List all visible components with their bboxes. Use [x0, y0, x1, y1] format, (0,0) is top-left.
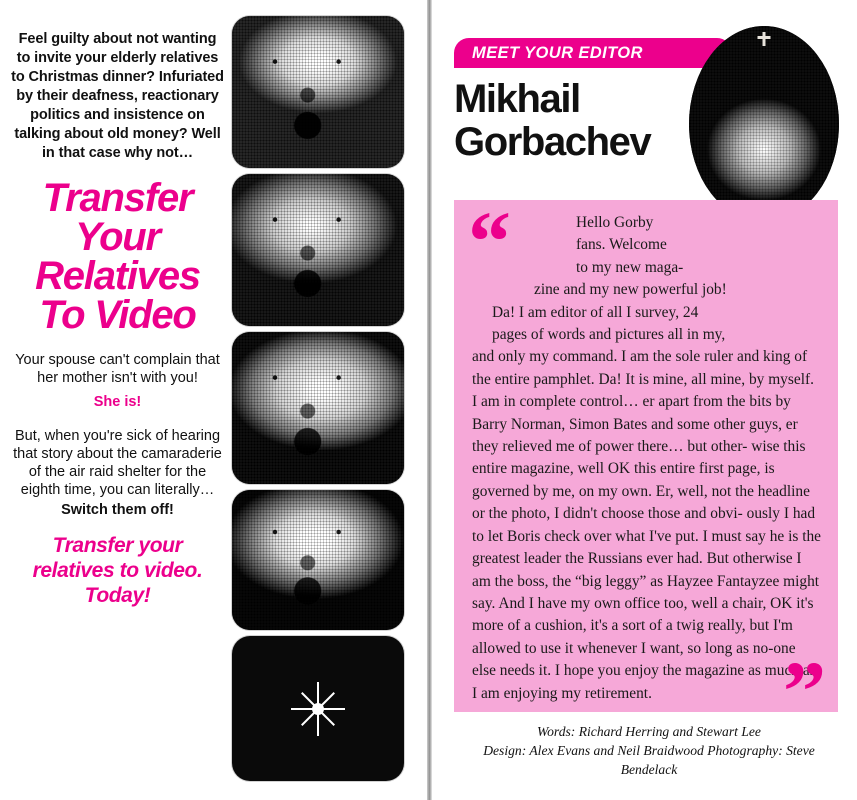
- credits-words: [454, 722, 844, 741]
- left-page: [0, 0, 428, 800]
- quote-line: the entire pamphlet. Da! It is mine, all mine, by: [472, 370, 765, 388]
- quote-line: sort of a twig really, but I'm allowed to use it whenever: [472, 617, 793, 657]
- crown-cross-icon: [763, 32, 766, 46]
- photo-elderly-4: [232, 490, 404, 630]
- quote-line: pages of words and pictures all in my,: [492, 326, 726, 344]
- credits-design: [454, 741, 844, 779]
- left-text-column: [10, 30, 225, 608]
- quote-line: myself. I am in complete control… er apart from the: [472, 370, 814, 411]
- right-page: [432, 0, 857, 800]
- credits-words-text: Words: Richard Herring and Stewart Lee: [537, 724, 761, 739]
- quote-close-mark: ”: [783, 643, 826, 739]
- sub-paragraph-1: Your spouse can't complain that her mother isn't with you!: [15, 352, 220, 386]
- quote-line: zine and my new powerful job!: [534, 281, 727, 299]
- quote-line: I want, so long as no-one else needs it. I: [472, 639, 796, 680]
- intro-paragraph: Feel guilty about not wanting to invite your elderly relatives to Christmas dinner? Infuriated by their deafness, reactionary politics and insistence on talking about old money? Well in that case why not…: [11, 31, 224, 161]
- starburst-icon: [288, 679, 348, 739]
- quote-line: guys, er they relieved me of power there… but other-: [472, 415, 798, 456]
- editor-quote-text: [472, 212, 822, 705]
- quote-line: and only my command. I am the sole ruler and king of: [472, 348, 808, 366]
- quote-line: headline or the photo, I didn't choose those and obvi-: [472, 482, 810, 523]
- quote-line: bits by Barry Norman, Simon Bates and some other: [472, 393, 791, 433]
- sub-paragraph-2: But, when you're sick of hearing that story about the camaraderie of the air raid shelter for the eighth time, you can literally…: [13, 428, 222, 498]
- editor-portrait: [689, 26, 839, 222]
- crown-cross-bar-icon: [758, 36, 771, 39]
- photo-elderly-2: [232, 174, 404, 326]
- credits-block: [454, 722, 844, 779]
- banner-label: MEET YOUR EDITOR: [472, 43, 643, 62]
- quote-line: Hello Gorby: [576, 214, 654, 231]
- quote-line: wise this entire magazine, well OK this entire first: [472, 438, 806, 478]
- quote-line: I am enjoying my retirement.: [472, 684, 652, 702]
- quote-line: Da! I am editor of all I survey, 24: [492, 303, 699, 321]
- sub-bold-1: She is!: [93, 394, 142, 410]
- article-headline: Transfer Your Relatives To Video: [35, 176, 200, 337]
- quote-line: ously I had to let Boris check over what I've put. I must: [472, 505, 816, 545]
- quote-line: say he is the greatest leader the Russians ever had.: [472, 527, 821, 568]
- quote-line: But otherwise I am the boss, the “big leggy” as: [472, 550, 802, 590]
- quote-line: to my new maga-: [576, 258, 684, 276]
- photo-elderly-3: [232, 332, 404, 484]
- quote-line: office too, well a chair, OK it's more of a cushion, it's a: [472, 594, 814, 635]
- quote-open-mark: “: [468, 193, 511, 289]
- closing-slogan: Transfer your relatives to video. Today!: [32, 534, 203, 607]
- quote-line: page, is governed by me, on my own. Er, well, not the: [472, 460, 775, 500]
- quote-line: fans. Welcome: [576, 236, 667, 254]
- sub-bold-2: Switch them off!: [61, 502, 174, 518]
- photo-elderly-1: [232, 16, 404, 168]
- credits-design-text: Design: Alex Evans and Neil Braidwood Photography: Steve Bendelack: [483, 743, 815, 777]
- quote-line: Hayzee Fantayzee might say. And I have my own: [472, 572, 820, 612]
- quote-line: hope you enjoy the magazine as much as: [563, 662, 816, 680]
- editor-name: Mikhail Gorbachev: [454, 77, 651, 164]
- page-gutter: [427, 0, 432, 800]
- photo-black-panel: [232, 636, 404, 781]
